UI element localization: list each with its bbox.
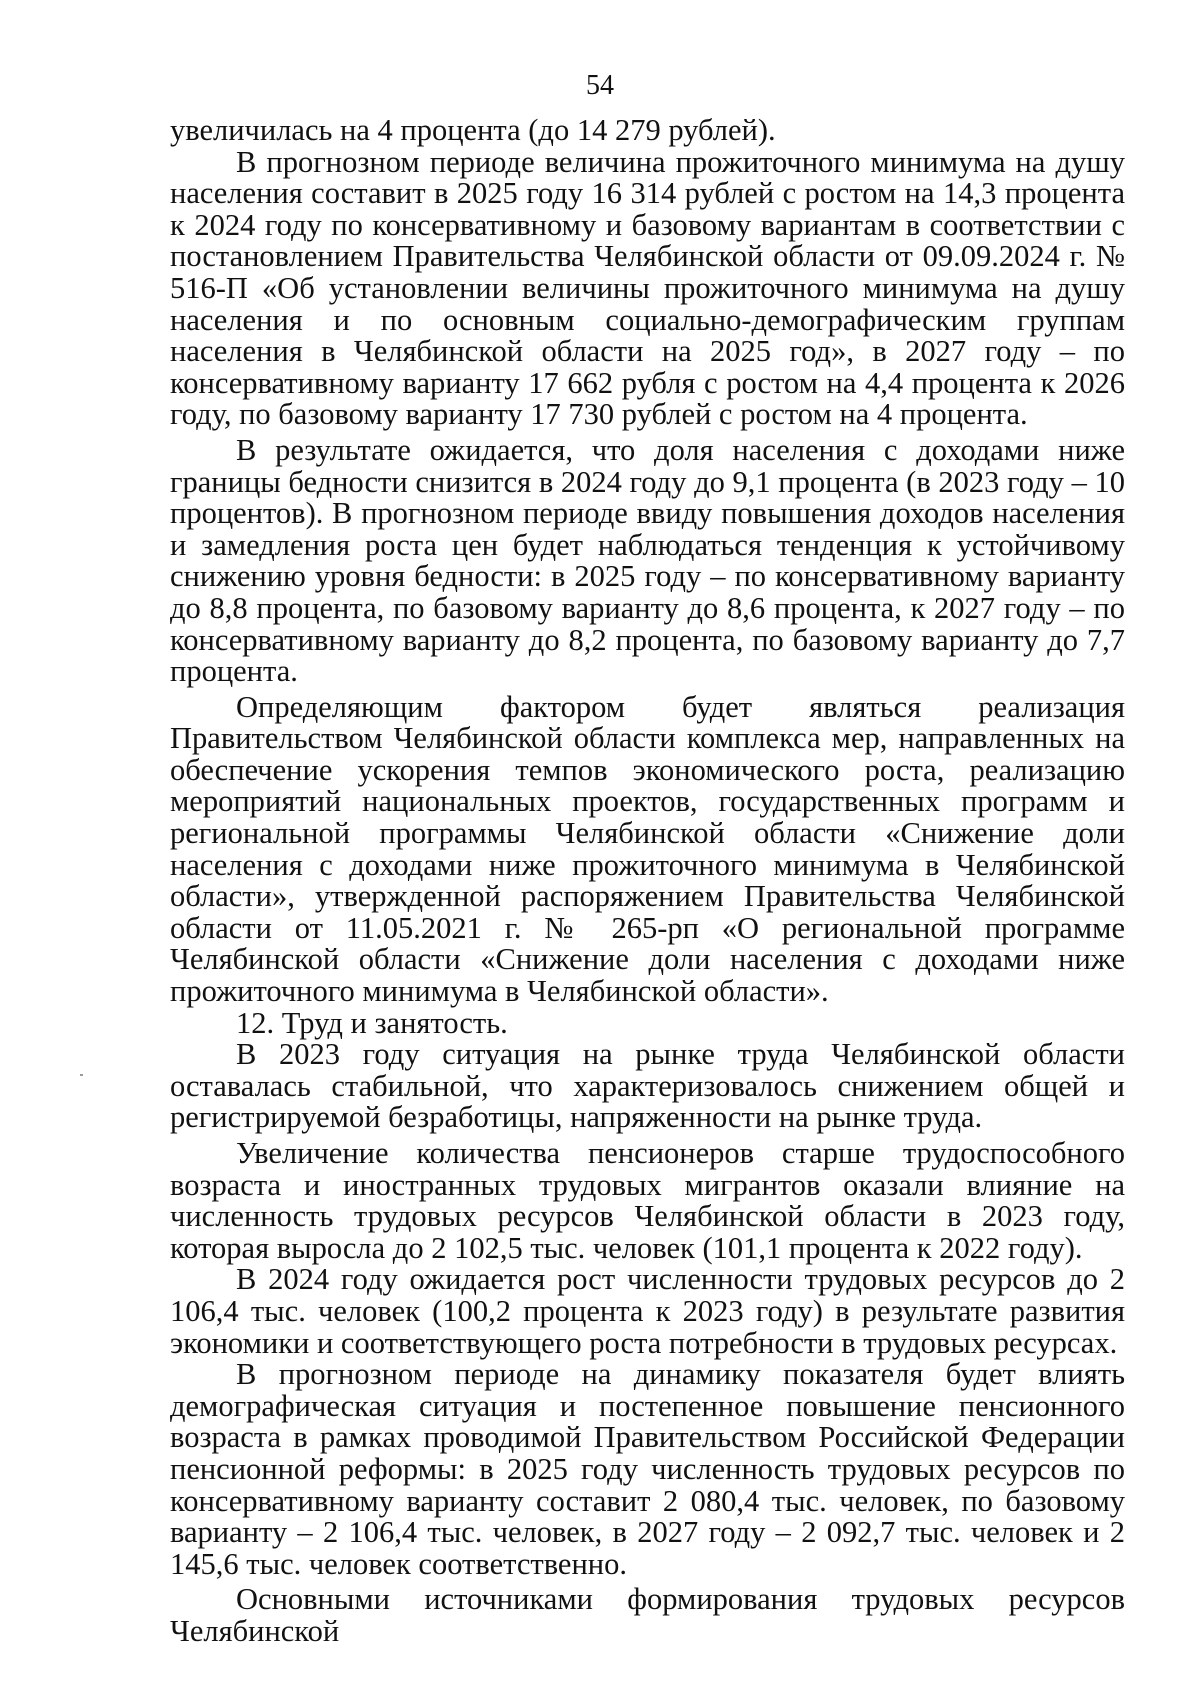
scan-speck	[80, 1074, 83, 1076]
paragraph-subsistence-minimum: В прогнозном периоде величина прожиточного минимума на душу населения составит в 2025 году 16 314 рублей с ростом на 14,3 процента к 2024 году по консервативному и базовому вариантам в соответствии с постановлением Правительства Челябинской области от 09.09.2024 г. № 516-П «Об установлении величины прожиточного минимума на душу населения и по основным социально-демографическим группам населения в Челябинской области на 2025 год», в 2027 году – по консервативному варианту 17 662 рубля с ростом на 4,4 процента к 2026 году, по базовому варианту 17 730 рублей с ростом на 4 процента.	[170, 144, 1125, 432]
document-body	[170, 115, 1125, 1648]
paragraph-determining-factor: Определяющим фактором будет являться реализация Правительством Челябинской области комплекса мер, направленных на обеспечение ускорения темпов экономического роста, реализацию мероприятий национальных проектов, государственных программ и региональной программы Челябинской области «Снижение доли населения с доходами ниже прожиточного минимума в Челябинской области», утвержденной распоряжением Правительства Челябинской области от 11.05.2021 г. № 265-рп «О региональной программе Челябинской области «Снижение доли населения с доходами ниже прожиточного минимума в Челябинской области».	[170, 689, 1125, 1009]
page-number: 54	[586, 70, 614, 101]
paragraph-forecast-period: В прогнозном периоде на динамику показателя будет влиять демографическая ситуация и постепенное повышение пенсионного возраста в рамках проводимой Правительством Российской Федерации пенсионной реформы: в 2025 году численность трудовых ресурсов по консервативному варианту составит 2 080,4 тыс. человек, по базовому варианту – 2 106,4 тыс. человек, в 2027 году – 2 092,7 тыс. человек и 2 145,6 тыс. человек соответственно.	[170, 1357, 1125, 1581]
paragraph-labor-sources: Основными источниками формирования трудовых ресурсов Челябинской	[170, 1582, 1125, 1648]
paragraph-continuation: увеличилась на 4 процента (до 14 279 рублей).	[170, 113, 776, 147]
paragraph-labor-market-2023: В 2023 году ситуация на рынке труда Челябинской области оставалась стабильной, что характеризовалось снижением общей и регистрируемой безработицы, напряженности на рынке труда.	[170, 1037, 1125, 1135]
paragraph-poverty-share: В результате ожидается, что доля населения с доходами ниже границы бедности снизится в 2024 году до 9,1 процента (в 2023 году – 10 процентов). В прогнозном периоде ввиду повышения доходов населения и замедления роста цен будет наблюдаться тенденция к устойчивому снижению уровня бедности: в 2025 году – по консервативному варианту до 8,8 процента, по базовому варианту до 8,6 процента, к 2027 году – по консервативному варианту до 8,2 процента, по базовому варианту до 7,7 процента.	[170, 432, 1125, 689]
paragraph-labor-resources-growth: Увеличение количества пенсионеров старше трудоспособного возраста и иностранных трудовых мигрантов оказали влияние на численность трудовых ресурсов Челябинской области в 2023 году, которая выросла до 2 102,5 тыс. человек (101,1 процента к 2022 году).	[170, 1136, 1125, 1265]
paragraph-labor-2024: В 2024 году ожидается рост численности трудовых ресурсов до 2 106,4 тыс. человек (100,2 процента к 2023 году) в результате развития экономики и соответствующего роста потребности в трудовых ресурсах.	[170, 1262, 1125, 1360]
section-heading-labor: 12. Труд и занятость.	[236, 1005, 508, 1040]
